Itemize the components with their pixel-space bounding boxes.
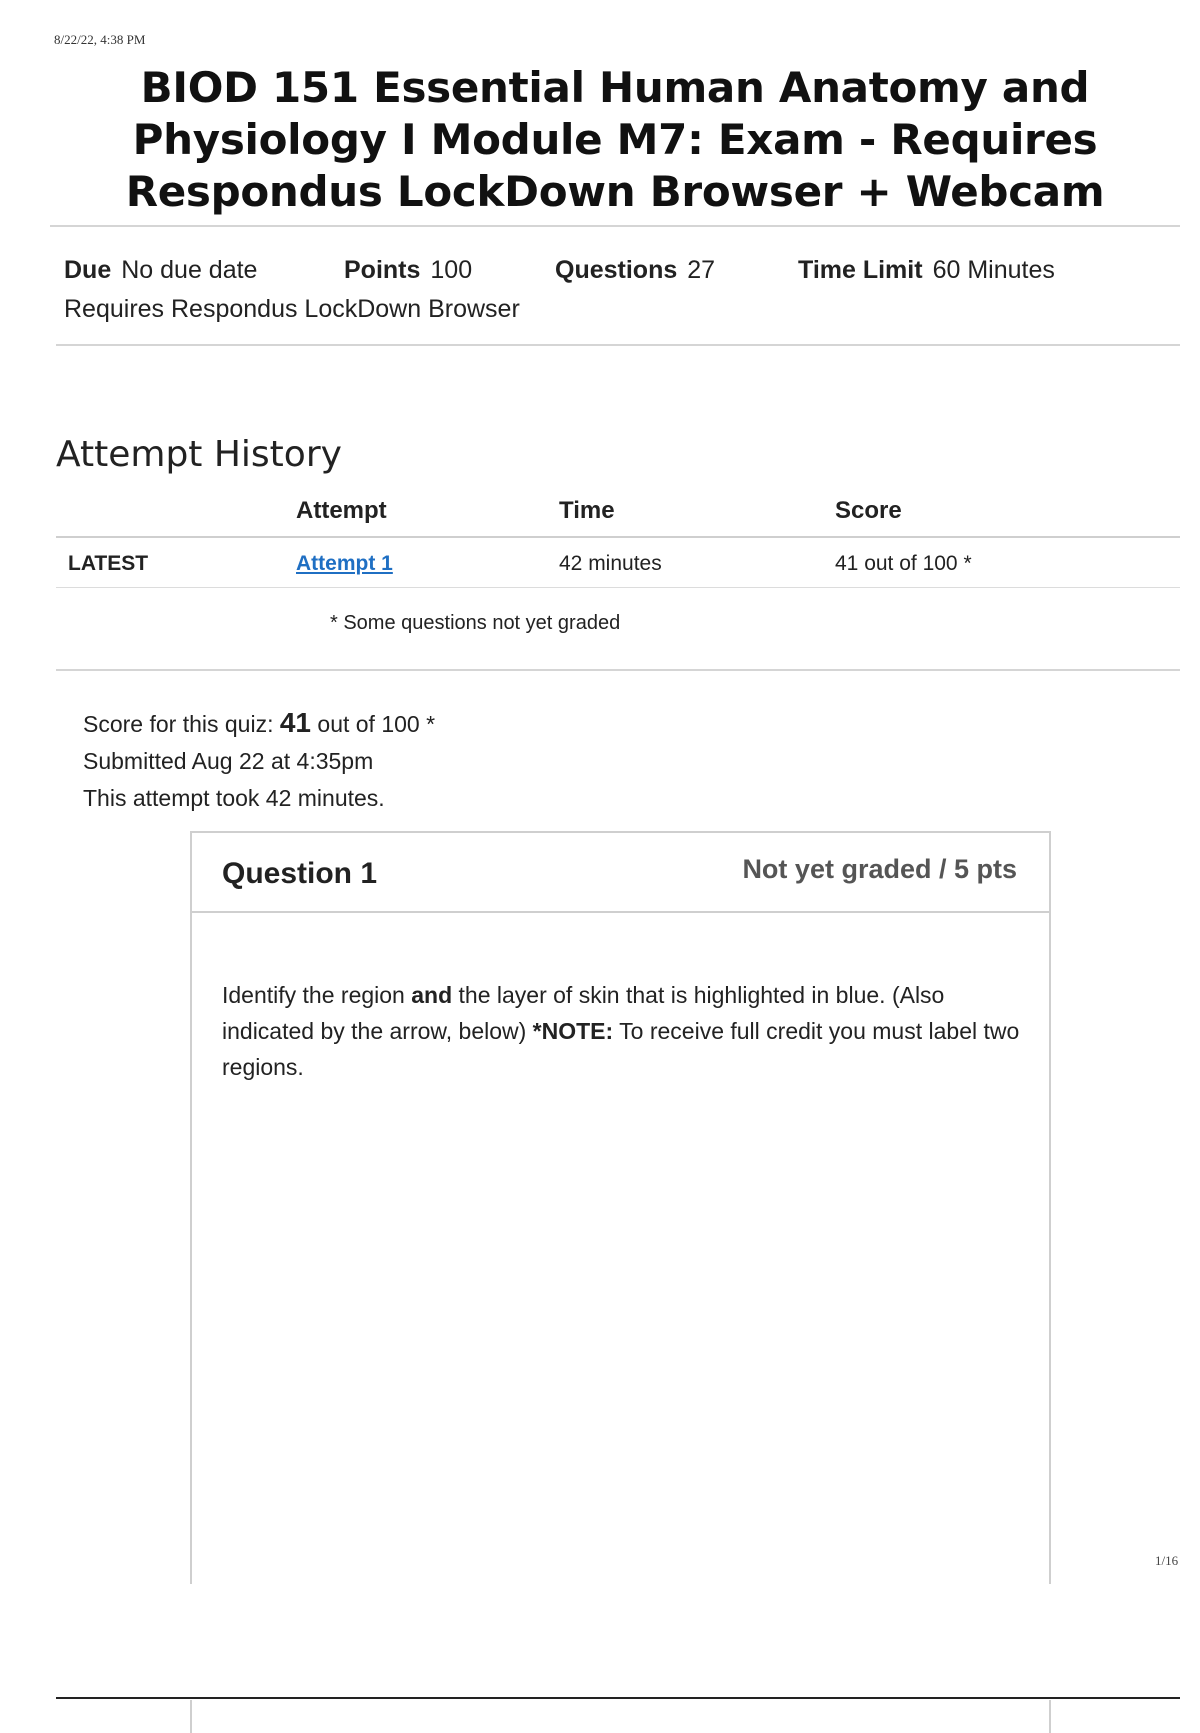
column-header-time: Time bbox=[559, 497, 615, 524]
next-page-edge bbox=[56, 1697, 1180, 1699]
time-limit-value: 60 Minutes bbox=[932, 256, 1055, 284]
question-text-part-1: Identify the region bbox=[222, 982, 405, 1008]
time-limit-label: Time Limit bbox=[798, 256, 923, 284]
questions-detail bbox=[555, 256, 715, 285]
question-text bbox=[222, 977, 1022, 1085]
attempt-score: 41 out of 100 * bbox=[835, 552, 972, 575]
ungraded-footnote: * Some questions not yet graded bbox=[330, 612, 621, 634]
due-label: Due bbox=[64, 256, 112, 284]
question-note-label: *NOTE: bbox=[532, 1018, 614, 1044]
points-label: Points bbox=[344, 256, 421, 284]
due-detail bbox=[64, 256, 257, 285]
attempt-1-link[interactable]: Attempt 1 bbox=[296, 552, 393, 575]
history-divider bbox=[56, 669, 1180, 671]
points-detail bbox=[344, 256, 472, 285]
question-text-bold-1: and bbox=[411, 982, 453, 1008]
points-value: 100 bbox=[430, 256, 473, 284]
questions-value: 27 bbox=[687, 256, 716, 284]
submitted-line: Submitted Aug 22 at 4:35pm bbox=[83, 748, 374, 774]
question-text-part-2: the layer of skin that is highlighted in blue. (Also indicated by the arrow, below) bbox=[222, 982, 945, 1044]
column-header-score: Score bbox=[835, 497, 902, 524]
score-summary bbox=[83, 704, 435, 817]
latest-label: LATEST bbox=[68, 552, 149, 575]
due-value: No due date bbox=[121, 256, 258, 284]
attempt-time: 42 minutes bbox=[559, 552, 662, 575]
score-prefix: Score for this quiz: bbox=[83, 711, 274, 737]
duration-line: This attempt took 42 minutes. bbox=[83, 785, 385, 811]
question-header bbox=[192, 833, 1049, 913]
questions-label: Questions bbox=[555, 256, 678, 284]
page-gap bbox=[0, 1584, 1200, 1700]
question-status: Not yet graded / 5 pts bbox=[742, 854, 1017, 884]
print-date: 8/22/22, 4:38 PM bbox=[54, 32, 146, 47]
score-suffix: out of 100 * bbox=[317, 711, 436, 737]
table-row-divider bbox=[56, 587, 1180, 588]
question-text-part-3: To receive full credit you must label two regions. bbox=[222, 1018, 1020, 1080]
attempt-history-heading: Attempt History bbox=[56, 434, 342, 475]
details-divider bbox=[56, 344, 1180, 346]
time-limit-detail bbox=[798, 256, 1055, 285]
title-divider bbox=[50, 225, 1180, 227]
quiz-title: BIOD 151 Essential Human Anatomy and Physiology I Module M7: Exam - Requires Respondus LockDown Browser + Webcam bbox=[125, 63, 1105, 216]
page-number: 1/16 bbox=[1155, 1553, 1179, 1568]
quiz-score-line bbox=[83, 704, 435, 743]
column-header-attempt: Attempt bbox=[296, 497, 387, 524]
score-value: 41 bbox=[279, 707, 312, 738]
question-title: Question 1 bbox=[222, 857, 378, 890]
table-header-divider bbox=[56, 536, 1180, 538]
lockdown-requirement: Requires Respondus LockDown Browser bbox=[64, 295, 520, 323]
